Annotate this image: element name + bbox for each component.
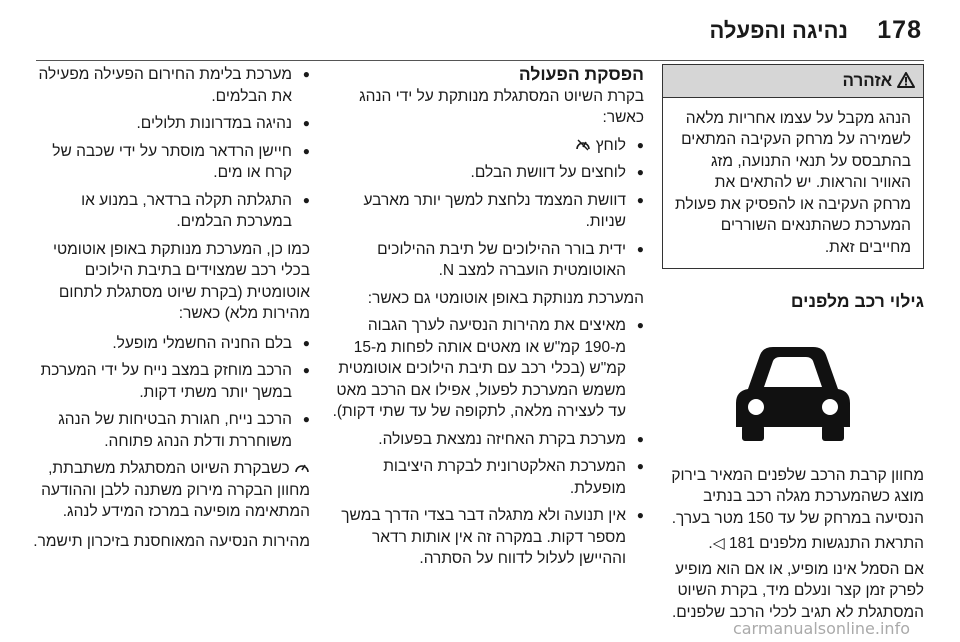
list-item: ● ידית בורר ההילוכים של תיבת ההילוכים האוטומטית הועברה למצב N. bbox=[328, 239, 644, 282]
list-item: ● המערכת האלקטרונית לבקרת היציבות מופעלת. bbox=[328, 456, 644, 499]
page-number: 178 bbox=[877, 16, 922, 44]
middle-column bbox=[328, 64, 644, 576]
list-item: ● הרכב נייח, חגורת הבטיחות של הנהג משוחררת ודלת הנהג פתוחה. bbox=[32, 409, 310, 452]
list-item: ● לוחץ bbox=[328, 135, 644, 157]
header-rule bbox=[36, 60, 924, 61]
conditions-list-b bbox=[32, 333, 310, 453]
right-column bbox=[662, 64, 924, 623]
section-title-deactivation: הפסקת הפעולה bbox=[518, 64, 644, 84]
paragraph-indicator: מחוון קרבת הרכב שלפנים המאיר בירוק מוצג כשהמערכת מגלה רכב בנתיב הנסיעה במרחק של עד 150 מטר בערך. bbox=[671, 466, 924, 527]
paragraph-indicator-change: כשבקרת השיוט המסתגלת משתבתת, מחוון הבקרה מירוק משתנה ללבן וההודעה המתאימה מופיעה במרכז המידע לנהג. bbox=[41, 460, 310, 520]
list-item: ● חיישן הרדאר מוסתר על ידי שכבה של קרח או מים. bbox=[32, 141, 310, 184]
paragraph-full-range: כמו כן, המערכת מנותקת באופן אוטומטי בכלי רכב שמצוידים בתיבת הילוכים אוטומטית (בקרת שיוט מסתגלת לתחום מהירות מלא) כאשר: bbox=[53, 240, 310, 322]
list-item: ● נהיגה במדרונות תלולים. bbox=[32, 113, 310, 135]
warning-title: אזהרה bbox=[842, 71, 893, 90]
page-title: נהיגה והפעלה bbox=[709, 18, 848, 43]
deactivation-intro: בקרת השיוט המסתגלת מנותקת על ידי הנהג כאשר: bbox=[359, 87, 644, 126]
left-column bbox=[32, 64, 310, 560]
auto-deactivation-intro: המערכת מנותקת באופן אוטומטי גם כאשר: bbox=[367, 289, 644, 307]
list-item: ● הרכב מוחזק במצב נייח על ידי המערכת במשך יותר משתי דקות. bbox=[32, 360, 310, 403]
list-item: ● מערכת בקרת האחיזה נמצאת בפעולה. bbox=[328, 429, 644, 451]
list-item: ● מאיצים את מהירות הנסיעה לערך הגבוה מ-190 קמ"ש או מאטים אותה לפחות מ-15 קמ"ש (בכלי רכב עם תיבת הילוכים אוטומטית משמש המערכת לפעול, אפילו אם הרכב מאט עד לעצירה מלאה, לתקופה של עד שתי דקות). bbox=[328, 315, 644, 423]
list-item: ● לוחצים על דוושת הבלם. bbox=[328, 162, 644, 184]
watermark: carmanualsonline.info bbox=[732, 619, 910, 638]
list-item: ● בלם החניה החשמלי מופעל. bbox=[32, 333, 310, 355]
section-title-vehicle-ahead: גילוי רכב מלפנים bbox=[790, 291, 924, 311]
auto-deactivation-list bbox=[328, 315, 644, 570]
list-item: ● מערכת בלימת החירום הפעילה מפעילה את הבלמים. bbox=[32, 64, 310, 107]
warning-body: הנהג מקבל על עצמו אחריות מלאה לשמירה על מרחק העקיבה המתאים בהתבסס על תנאי התנועה, מזג האוויר והראות. יש להתאים את מרחק העקיבה או להפסיק את פעולת המערכת כשהתנאים השוררים מחייבים זאת. bbox=[675, 109, 911, 256]
paragraph-forward-collision: התראת התנגשות מלפנים 181 ◁. bbox=[708, 535, 924, 552]
paragraph-stored-speed: מהירות הנסיעה המאוחסנת בזיכרון תישמר. bbox=[33, 532, 310, 550]
paragraph-symbol-missing: אם הסמל אינו מופיע, או אם הוא מופיע לפרק זמן קצר ונעלם מיד, בקרת השיוט המסתגלת לא תגיב לכלי הרכב שלפנים. bbox=[671, 560, 924, 621]
car-front-icon bbox=[718, 331, 868, 451]
page-header bbox=[0, 16, 960, 56]
list-item: ● דוושת המצמד נלחצת למשך יותר מארבע שניות. bbox=[328, 190, 644, 233]
list-item: ● התגלתה תקלה ברדאר, במנוע או במערכת הבלמים. bbox=[32, 190, 310, 233]
warning-triangle-icon bbox=[892, 71, 915, 90]
cruise-control-icon bbox=[290, 460, 310, 477]
cruise-cancel-icon bbox=[575, 137, 591, 154]
deactivation-list bbox=[328, 135, 644, 282]
list-item: ● אין תנועה ולא מתגלה דבר בצדי הדרך במשך מספר דקות. במקרה זה אין אותות רדאר וההיישן לעלול לדווח על הסתרה. bbox=[328, 505, 644, 570]
warning-header bbox=[663, 65, 923, 98]
warning-box bbox=[662, 64, 924, 269]
conditions-list-a bbox=[32, 64, 310, 233]
